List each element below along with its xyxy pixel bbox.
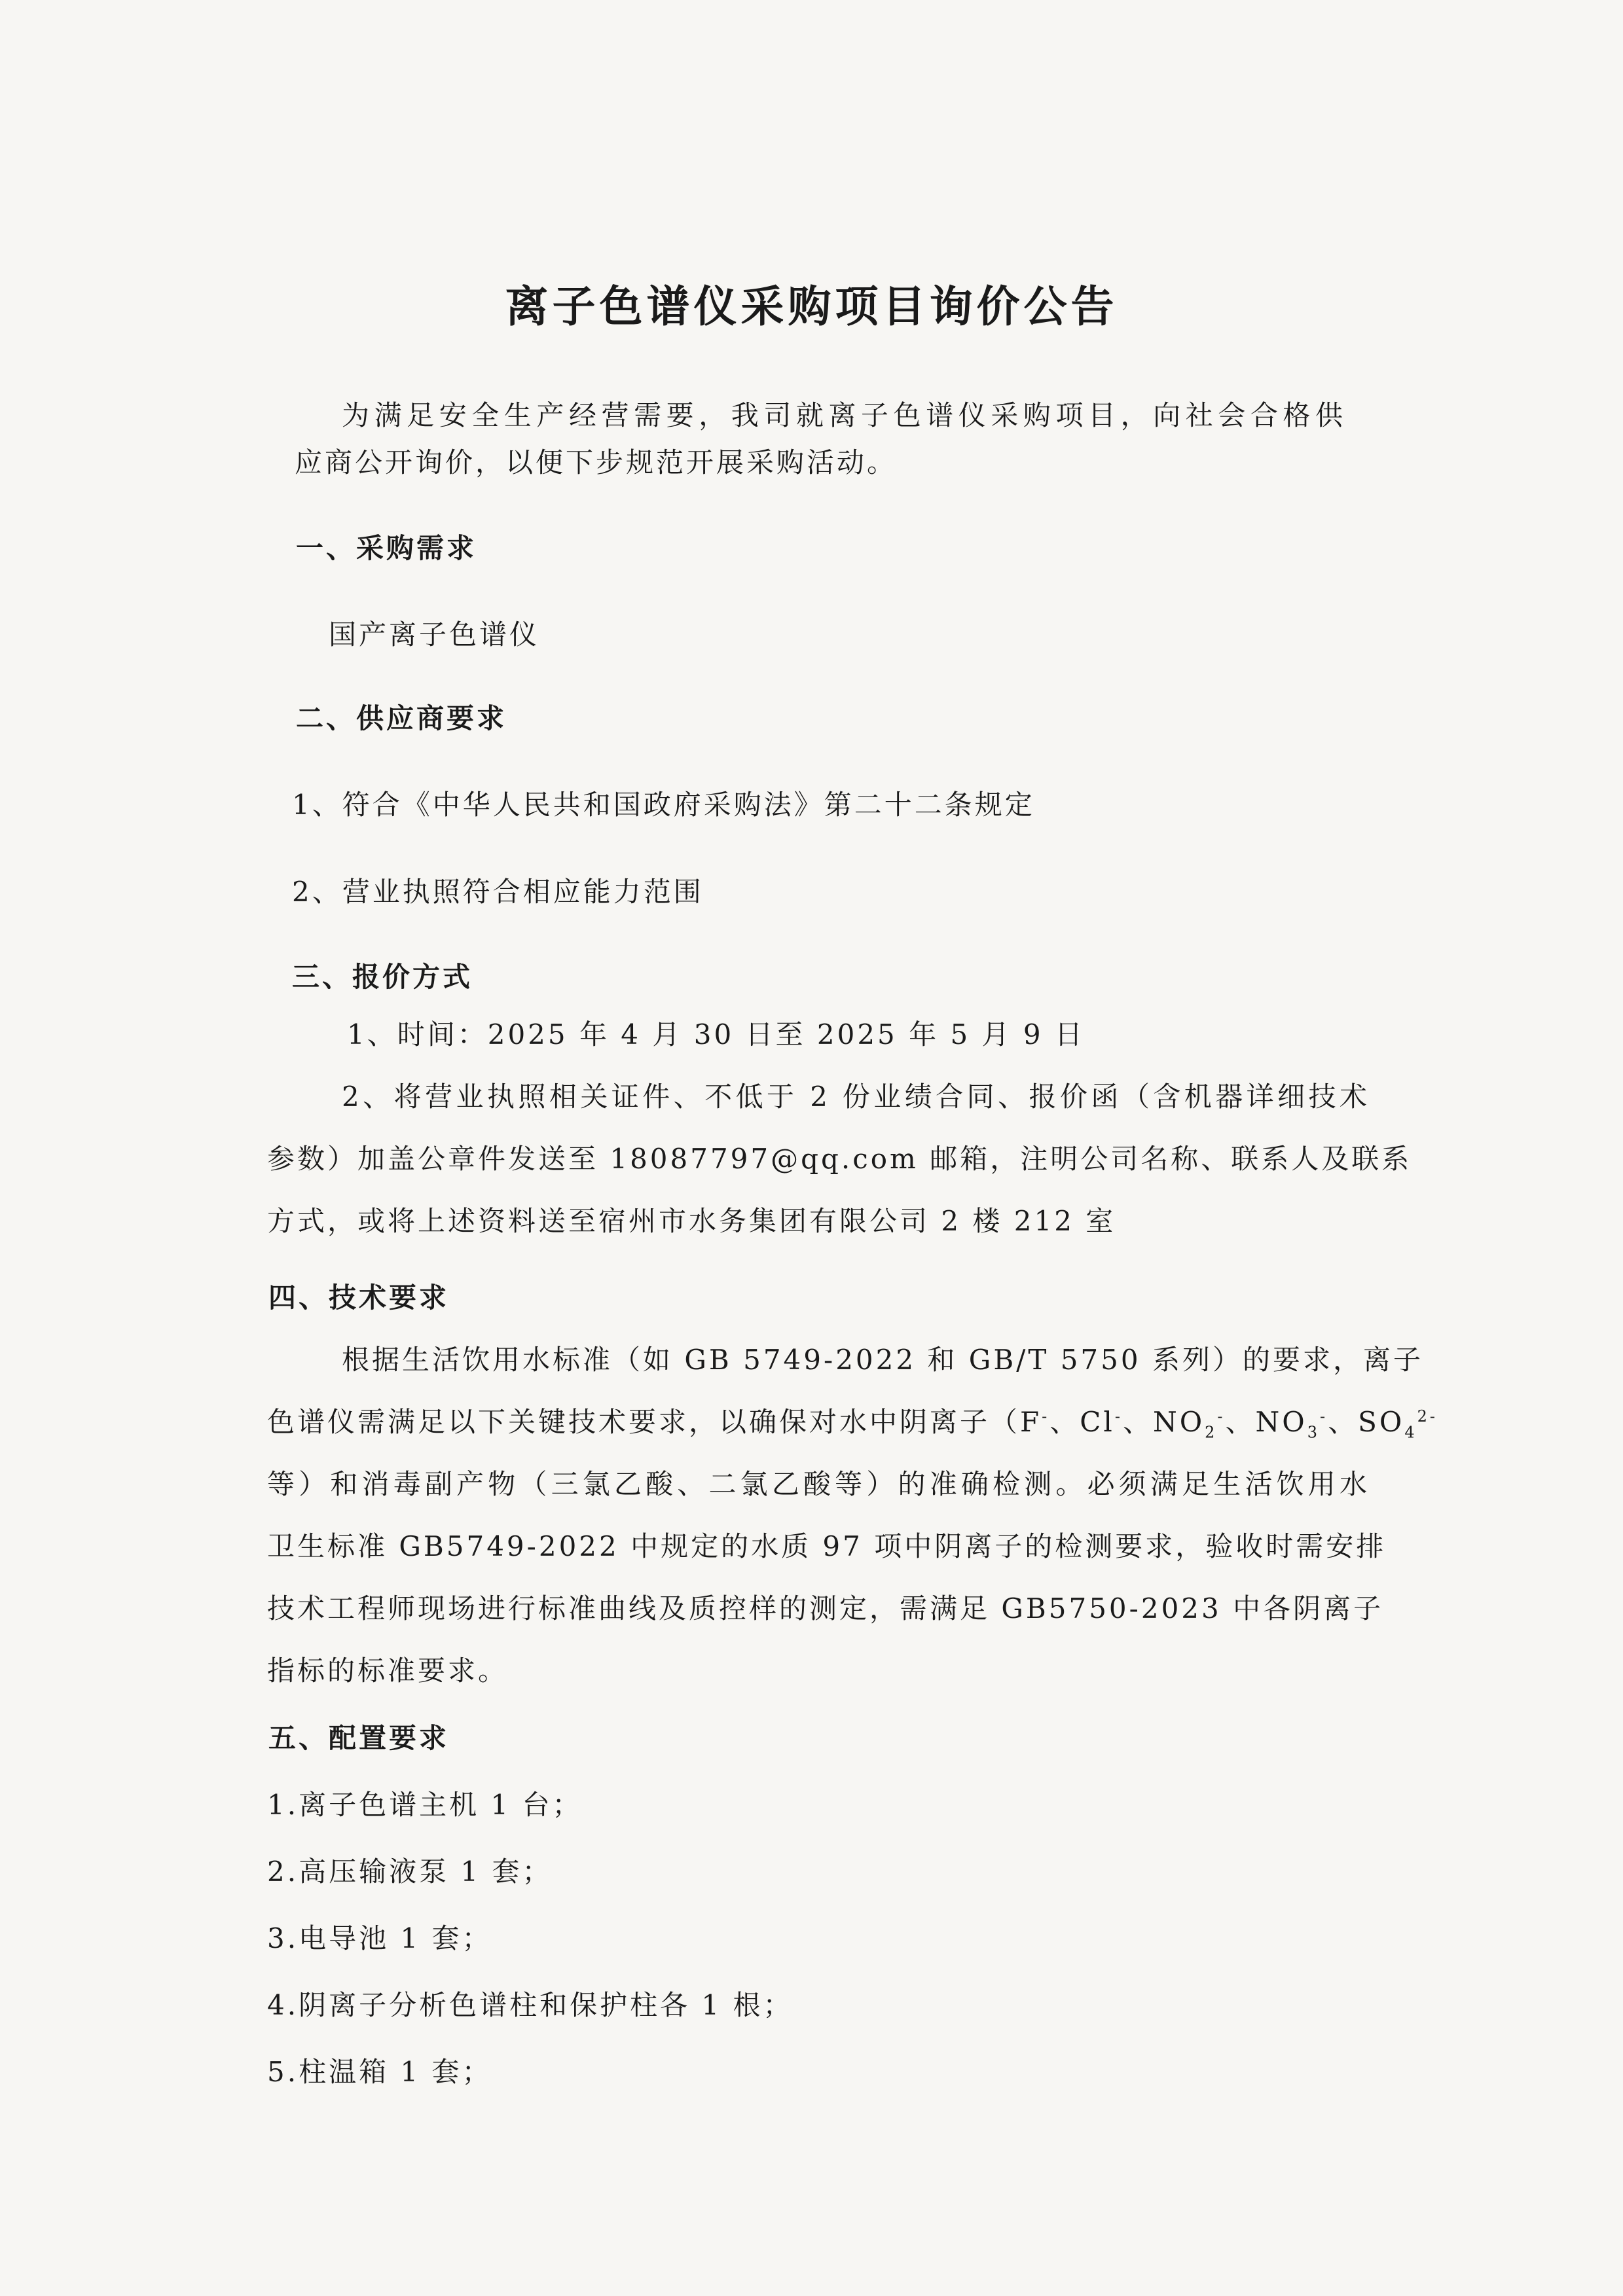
section-4-heading: 四、技术要求: [268, 1282, 450, 1314]
section-2-heading: 二、供应商要求: [296, 702, 507, 734]
section-3-item-2-line-2: 参数）加盖公章件发送至 18087797@qq.com 邮箱，注明公司名称、联系人及联系: [267, 1143, 1412, 1175]
section-3-heading: 三、报价方式: [292, 961, 473, 993]
section-4-line-4: 卫生标准 GB5749-2022 中规定的水质 97 项中阴离子的检测要求，验收时需安排: [267, 1530, 1387, 1562]
section-1-item: 国产离子色谱仪: [329, 619, 540, 651]
config-item: 4.阴离子分析色谱柱和保护柱各 1 根；: [267, 1989, 793, 2021]
config-item: 1.离子色谱主机 1 台；: [267, 1789, 583, 1821]
section-2-item-2: 2、营业执照符合相应能力范围: [292, 876, 704, 908]
section-3-item-1: 1、时间：2025 年 4 月 30 日至 2025 年 5 月 9 日: [347, 1018, 1085, 1050]
intro-line-1: 为满足安全生产经营需要，我司就离子色谱仪采购项目，向社会合格供: [342, 399, 1345, 431]
page-title: 离子色谱仪采购项目询价公告: [505, 281, 1118, 332]
config-item: 5.柱温箱 1 套；: [267, 2056, 492, 2088]
section-4-line-6: 指标的标准要求。: [267, 1655, 509, 1687]
section-4-line-5: 技术工程师现场进行标准曲线及质控样的测定，需满足 GB5750-2023 中各阴离子: [267, 1592, 1384, 1624]
section-3-item-2-line-1: 2、将营业执照相关证件、不低于 2 份业绩合同、报价函（含机器详细技术: [342, 1081, 1370, 1113]
config-item: 3.电导池 1 套；: [267, 1922, 492, 1954]
section-1-heading: 一、采购需求: [296, 532, 477, 564]
section-3-item-2-line-3: 方式，或将上述资料送至宿州市水务集团有限公司 2 楼 212 室: [267, 1205, 1116, 1237]
config-item: 2.高压输液泵 1 套；: [267, 1856, 553, 1888]
section-4-line-1: 根据生活饮用水标准（如 GB 5749-2022 和 GB/T 5750 系列）的要求，离子: [342, 1344, 1423, 1376]
section-4-line-3: 等）和消毒副产物（三氯乙酸、二氯乙酸等）的准确检测。必须满足生活饮用水: [267, 1468, 1370, 1500]
section-4-line-2: 色谱仪需满足以下关键技术要求，以确保对水中阴离子（F-、Cl-、$NO_2^-$、$NO_3^-$、$SO_4^{2-}$: [267, 1406, 1438, 1442]
section-2-item-1: 1、符合《中华人民共和国政府采购法》第二十二条规定: [292, 789, 1035, 821]
section-5-heading: 五、配置要求: [268, 1722, 450, 1754]
intro-line-2: 应商公开询价，以便下步规范开展采购活动。: [295, 446, 898, 478]
